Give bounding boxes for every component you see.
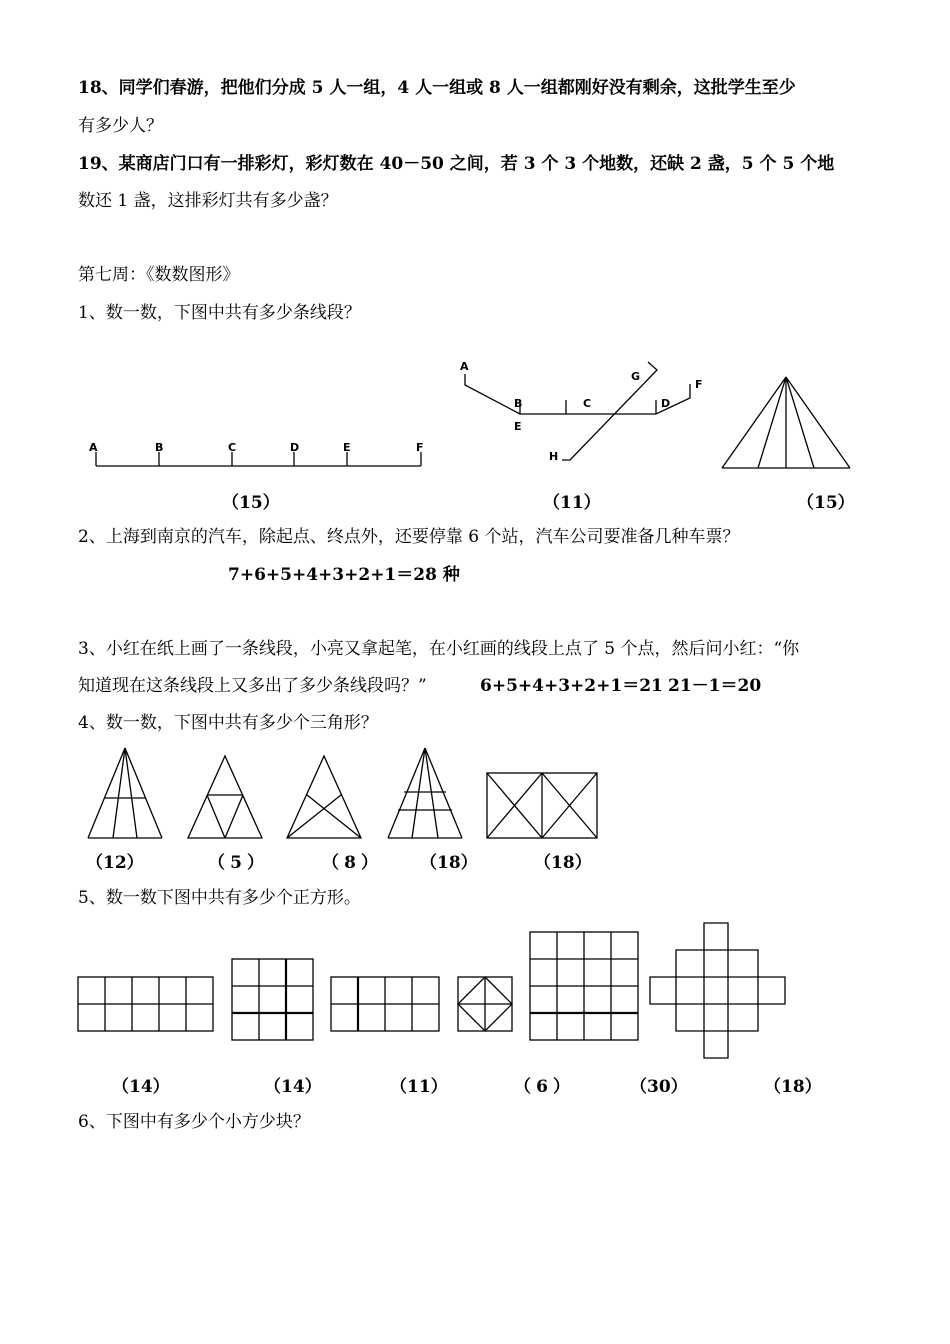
q4-triangle-figure-2 [188,756,262,838]
q3-line2: 知道现在这条线段上又多出了多少条线段吗？” [78,676,427,696]
q4-answer-5: （18） [534,853,592,873]
q5-answer-1: （14） [112,1077,170,1097]
q5-grid-figure-1 [78,977,213,1031]
q4-answer-3: （ 8 ） [322,853,378,873]
q5-text: 5、数一数下图中共有多少个正方形。 [78,888,361,908]
q2-text: 2、上海到南京的汽车，除起点、终点外，还要停靠 6 个站，汽车公司要准备几种车票？ [78,527,740,547]
q1-fig1-label-c: C [228,441,237,454]
q5-diamond-figure [458,977,512,1031]
q5-grid-figure-2 [232,959,313,1040]
q1-answer-3: （15） [797,493,855,513]
q4-triangle-figure-4 [388,748,462,838]
q4-text: 4、数一数，下图中共有多少个三角形？ [78,713,378,733]
q5-answer-3: （11） [390,1077,448,1097]
q1-fig2-label-a: A [460,360,469,373]
q5-answer-2: （14） [264,1077,322,1097]
q1-fig1-label-b: B [155,441,164,454]
q5-answer-6: （18） [764,1077,822,1097]
q1-fig2-label-b: B [514,397,523,410]
q1-fig2-label-e: E [514,420,522,433]
q1-fig1-label-f: F [416,441,424,454]
q1-triangle-fan-figure [722,377,850,468]
q3-answer-2: 21－1＝20 [668,676,762,696]
q4-answer-2: （ 5 ） [208,853,264,873]
q1-broken-line-figure [460,360,703,463]
q5-grid-figure-3 [331,977,439,1031]
q4-triangle-figure-3 [287,756,361,838]
q3-answer-1: 6+5+4+3+2+1＝21 [480,676,663,696]
q1-answer-2: （11） [543,493,601,513]
q4-answer-1: （12） [86,853,144,873]
q4-answer-4: （18） [420,853,478,873]
q6-text: 6、下图中有多少个小方少块？ [78,1112,310,1132]
q1-fig2-label-d: D [661,397,671,410]
q1-fig1-label-d: D [290,441,300,454]
q18-line1: 18、同学们春游，把他们分成 5 人一组，4 人一组或 8 人一组都刚好没有剩余，这批学生至少 [78,78,796,98]
q1-fig1-label-a: A [89,441,98,454]
q1-fig2-label-f: F [695,378,703,391]
q5-cross-figure [650,923,785,1058]
q5-grid-figure-5 [530,932,638,1040]
q1-answer-1: （15） [222,493,280,513]
q3-line1: 3、小红在纸上画了一条线段，小亮又拿起笔，在小红画的线段上点了 5 个点，然后问小红：“你 [78,639,800,659]
q1-fig2-label-h: H [549,450,559,463]
q1-fig2-label-c: C [583,397,592,410]
q5-answer-4: （ 6 ） [514,1077,570,1097]
q4-rectangle-figure [487,773,597,838]
week-title: 第七周：《数数图形》 [78,265,240,285]
q19-line1: 19、某商店门口有一排彩灯，彩灯数在 40－50 之间，若 3 个 3 个地数，还缺 2 盏，5 个 5 个地 [78,154,835,174]
q5-answer-5: （30） [630,1077,688,1097]
q1-segment-figure [89,441,424,466]
q1-fig2-label-g: G [631,370,641,383]
q1-text: 1、数一数，下图中共有多少条线段？ [78,303,361,323]
q19-line2: 数还 1 盏，这排彩灯共有多少盏？ [78,191,338,211]
q2-answer: 7+6+5+4+3+2+1＝28 种 [228,565,460,585]
q4-triangle-figure-1 [88,748,162,838]
q1-fig1-label-e: E [343,441,351,454]
q18-line2: 有多少人？ [78,116,163,136]
